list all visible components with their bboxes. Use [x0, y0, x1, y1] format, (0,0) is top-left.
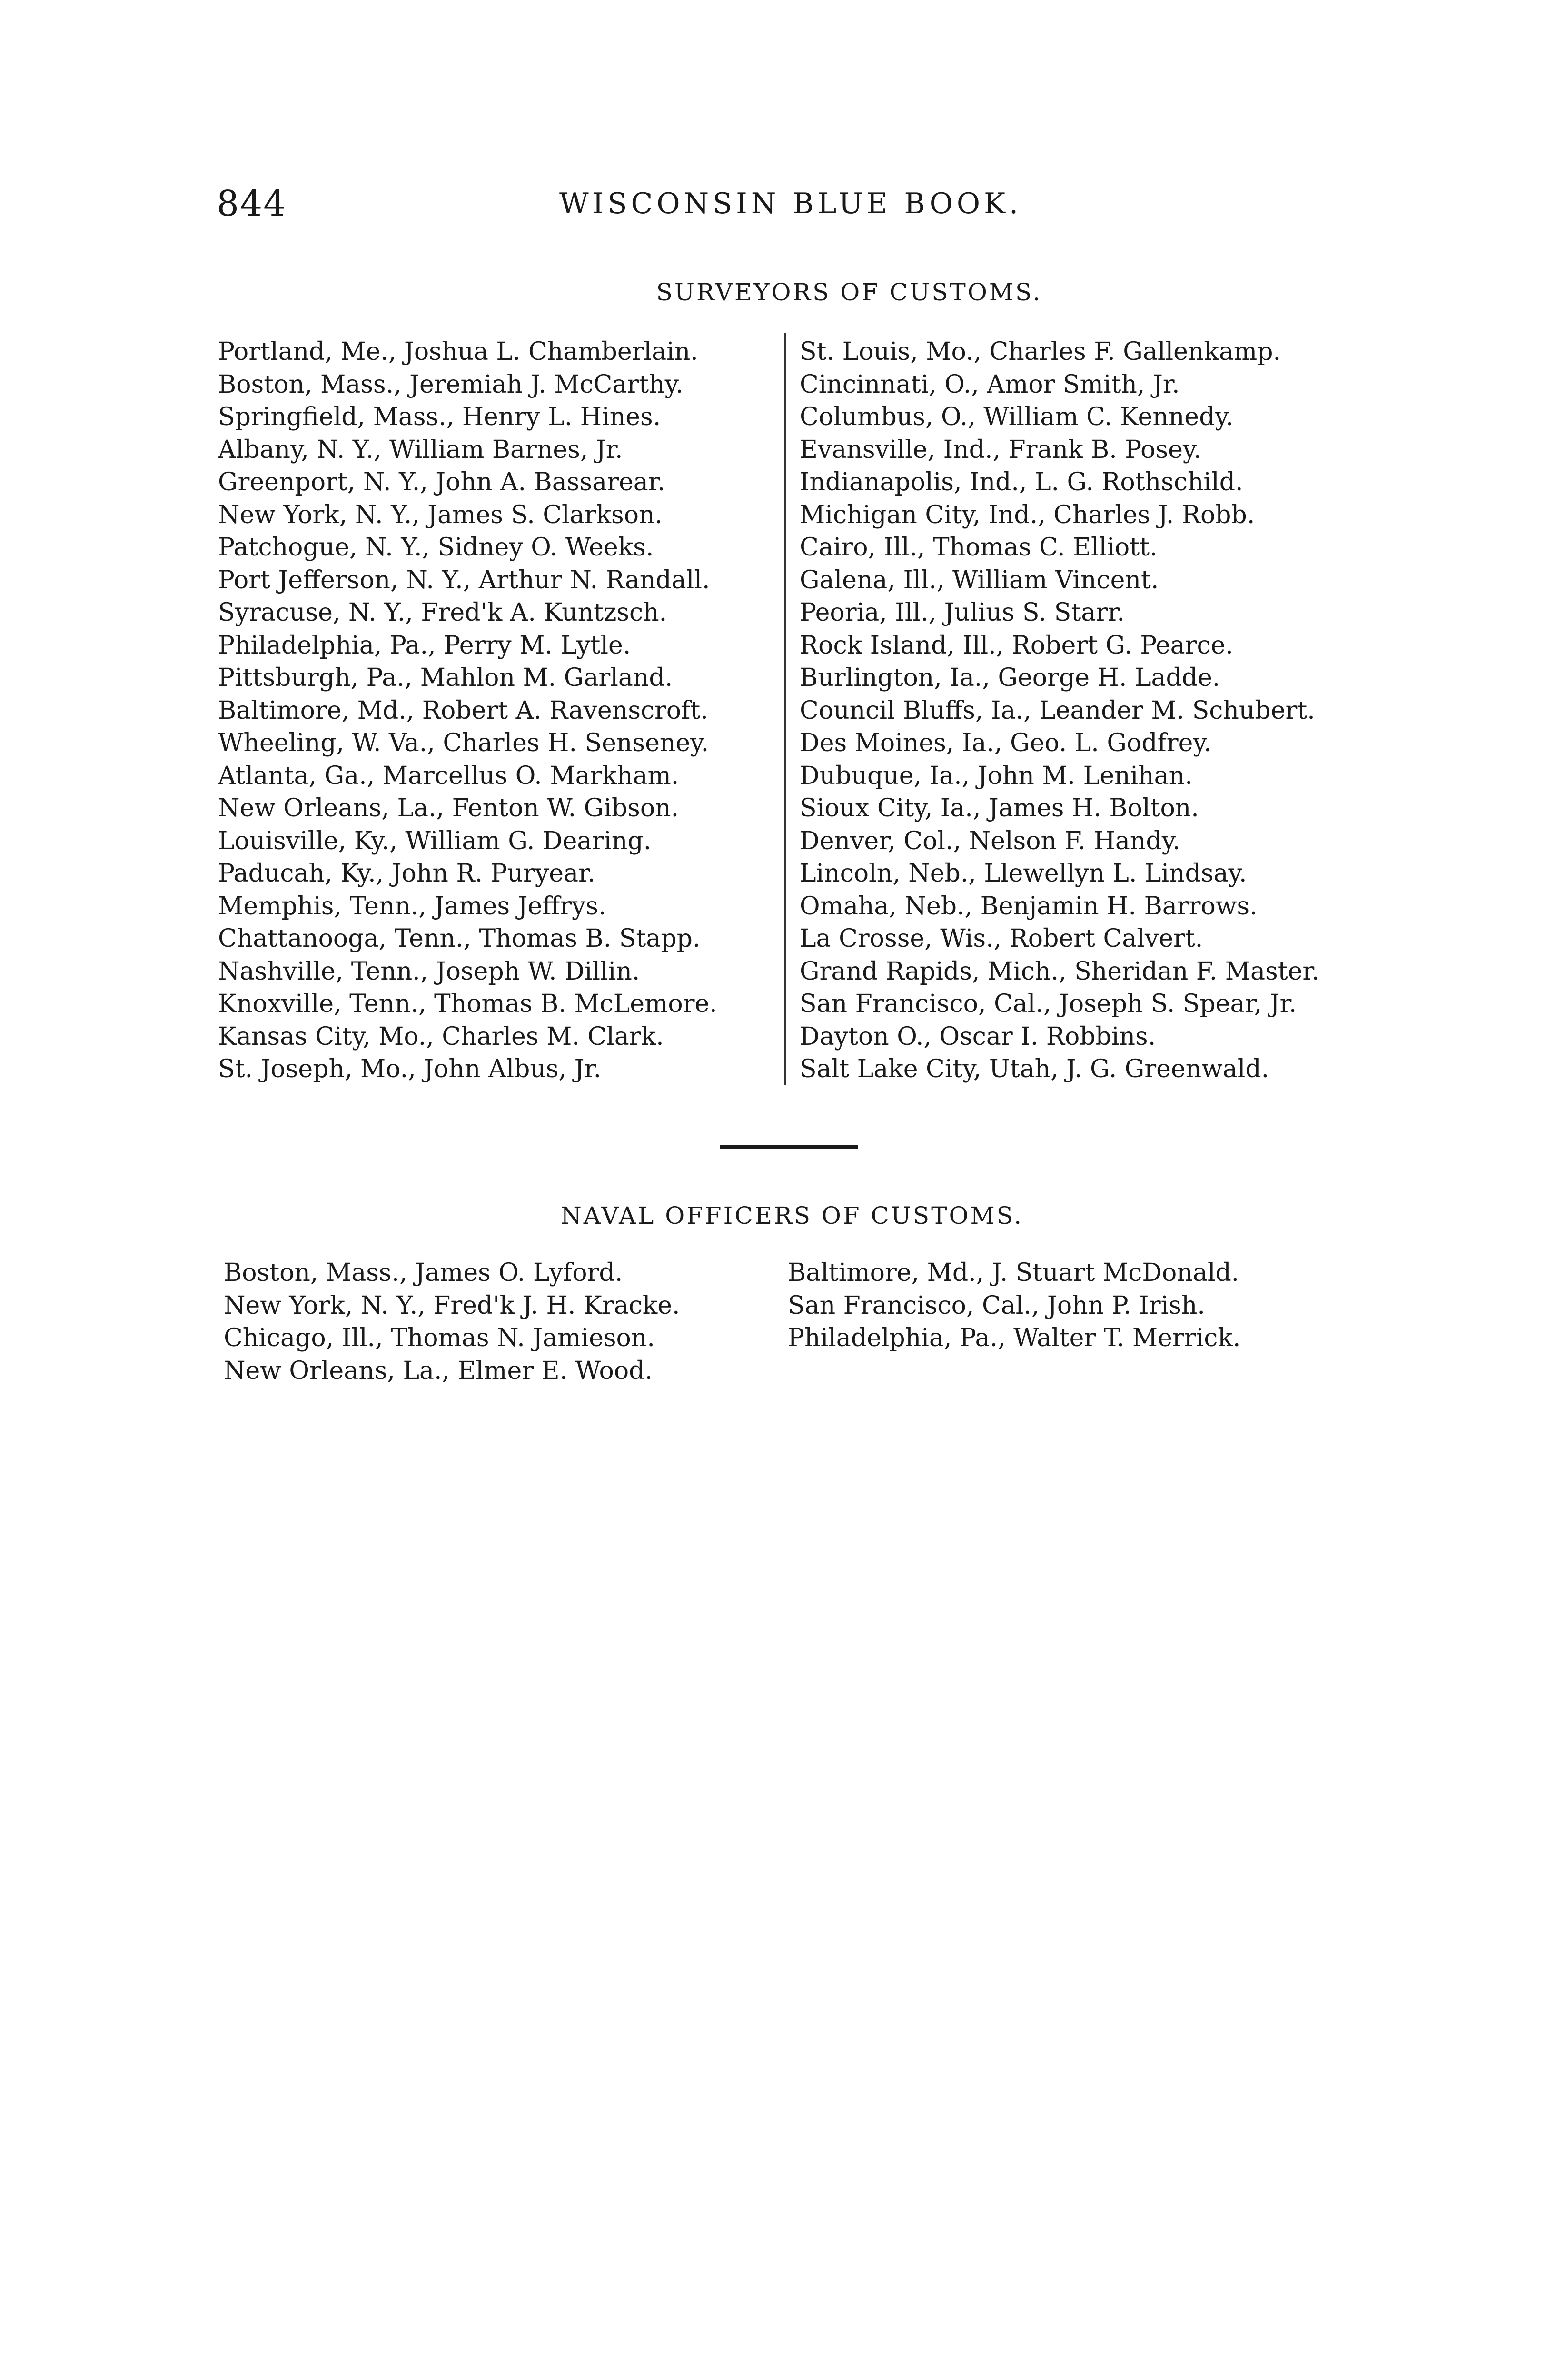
- section-divider: [720, 1145, 858, 1149]
- list-item: Portland, Me., Joshua L. Chamberlain.: [218, 337, 698, 366]
- list-item: Louisville, Ky., William G. Dearing.: [218, 826, 652, 855]
- column-rule: [784, 333, 786, 1085]
- list-item: Council Bluffs, Ia., Leander M. Schubert.: [800, 696, 1315, 725]
- list-item: Memphis, Tenn., James Jeffrys.: [218, 892, 606, 921]
- list-item: Philadelphia, Pa., Walter T. Merrick.: [788, 1324, 1241, 1352]
- list-item: Baltimore, Md., J. Stuart McDonald.: [788, 1259, 1239, 1287]
- list-item: Galena, Ill., William Vincent.: [800, 565, 1159, 595]
- list-item: Denver, Col., Nelson F. Handy.: [800, 826, 1180, 855]
- surveyors-heading: SURVEYORS OF CUSTOMS.: [656, 278, 1042, 306]
- list-item: La Crosse, Wis., Robert Calvert.: [800, 924, 1203, 953]
- list-item: Des Moines, Ia., Geo. L. Godfrey.: [800, 729, 1212, 757]
- running-head: [217, 183, 1359, 226]
- naval-right-column: [788, 1257, 1240, 1355]
- list-item: Kansas City, Mo., Charles M. Clark.: [218, 1022, 664, 1051]
- list-item: Knoxville, Tenn., Thomas B. McLemore.: [218, 990, 717, 1018]
- page-number: 844: [217, 183, 287, 224]
- surveyors-left-column: [218, 336, 717, 1086]
- surveyors-right-column: [800, 336, 1319, 1086]
- list-item: Nashville, Tenn., Joseph W. Dillin.: [218, 957, 640, 986]
- list-item: Cincinnati, O., Amor Smith, Jr.: [800, 370, 1180, 399]
- list-item: San Francisco, Cal., Joseph S. Spear, Jr.: [800, 990, 1297, 1018]
- list-item: Boston, Mass., James O. Lyford.: [224, 1259, 623, 1287]
- list-item: Dubuque, Ia., John M. Lenihan.: [800, 761, 1193, 790]
- list-item: St. Louis, Mo., Charles F. Gallenkamp.: [800, 337, 1281, 366]
- list-item: Peoria, Ill., Julius S. Starr.: [800, 598, 1125, 627]
- list-item: Sioux City, Ia., James H. Bolton.: [800, 794, 1199, 823]
- list-item: Chattanooga, Tenn., Thomas B. Stapp.: [218, 924, 701, 953]
- list-item: Burlington, Ia., George H. Ladde.: [800, 664, 1220, 692]
- list-item: New York, N. Y., James S. Clarkson.: [218, 500, 663, 529]
- list-item: Paducah, Ky., John R. Puryear.: [218, 859, 595, 888]
- list-item: New Orleans, La., Elmer E. Wood.: [224, 1356, 653, 1385]
- list-item: Wheeling, W. Va., Charles H. Senseney.: [218, 729, 709, 757]
- list-item: Patchogue, N. Y., Sidney O. Weeks.: [218, 533, 654, 562]
- list-item: St. Joseph, Mo., John Albus, Jr.: [218, 1055, 602, 1083]
- list-item: Dayton O., Oscar I. Robbins.: [800, 1022, 1156, 1051]
- list-item: San Francisco, Cal., John P. Irish.: [788, 1291, 1205, 1320]
- list-item: Indianapolis, Ind., L. G. Rothschild.: [800, 468, 1243, 496]
- list-item: Evansville, Ind., Frank B. Posey.: [800, 435, 1201, 464]
- list-item: Albany, N. Y., William Barnes, Jr.: [218, 435, 623, 464]
- list-item: Cairo, Ill., Thomas C. Elliott.: [800, 533, 1158, 562]
- list-item: Philadelphia, Pa., Perry M. Lytle.: [218, 631, 631, 660]
- list-item: Atlanta, Ga., Marcellus O. Markham.: [218, 761, 679, 790]
- running-title: WISCONSIN BLUE BOOK.: [559, 187, 1022, 220]
- list-item: Greenport, N. Y., John A. Bassarear.: [218, 468, 665, 496]
- list-item: Springfield, Mass., Henry L. Hines.: [218, 403, 661, 431]
- list-item: New York, N. Y., Fred'k J. H. Kracke.: [224, 1291, 680, 1320]
- list-item: Chicago, Ill., Thomas N. Jamieson.: [224, 1324, 655, 1352]
- list-item: New Orleans, La., Fenton W. Gibson.: [218, 794, 679, 823]
- list-item: Omaha, Neb., Benjamin H. Barrows.: [800, 892, 1258, 921]
- list-item: Salt Lake City, Utah, J. G. Greenwald.: [800, 1055, 1269, 1083]
- list-item: Lincoln, Neb., Llewellyn L. Lindsay.: [800, 859, 1247, 888]
- list-item: Columbus, O., William C. Kennedy.: [800, 403, 1234, 431]
- list-item: Grand Rapids, Mich., Sheridan F. Master.: [800, 957, 1320, 986]
- naval-officers-heading: NAVAL OFFICERS OF CUSTOMS.: [560, 1202, 1024, 1230]
- naval-left-column: [224, 1257, 680, 1387]
- list-item: Rock Island, Ill., Robert G. Pearce.: [800, 631, 1233, 660]
- list-item: Port Jefferson, N. Y., Arthur N. Randall.: [218, 565, 710, 595]
- list-item: Syracuse, N. Y., Fred'k A. Kuntzsch.: [218, 598, 667, 627]
- list-item: Baltimore, Md., Robert A. Ravenscroft.: [218, 696, 708, 725]
- list-item: Pittsburgh, Pa., Mahlon M. Garland.: [218, 664, 673, 692]
- list-item: Boston, Mass., Jeremiah J. McCarthy.: [218, 370, 684, 399]
- list-item: Michigan City, Ind., Charles J. Robb.: [800, 500, 1255, 529]
